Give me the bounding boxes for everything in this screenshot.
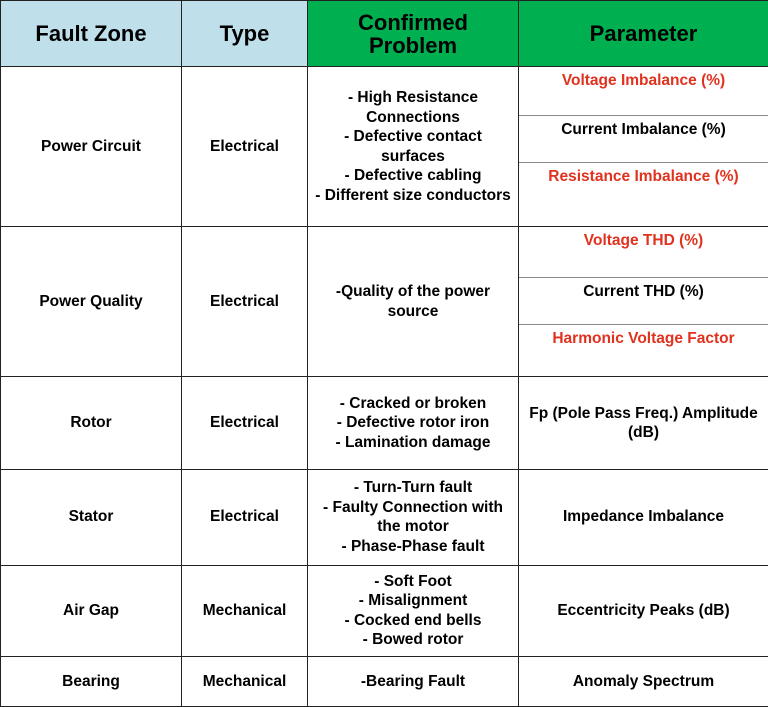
problem-item: - Phase-Phase fault — [341, 537, 485, 555]
problem-item: - Defective contact surfaces — [344, 128, 482, 165]
fault-zone-cell: Power Circuit — [1, 67, 182, 227]
parameter-cell: Voltage THD (%) — [519, 227, 768, 278]
problem-item: - Defective rotor iron — [336, 414, 490, 432]
parameter-cell: Fp (Pole Pass Freq.) Amplitude (dB) — [519, 377, 768, 469]
header-parameter: Parameter — [519, 1, 768, 67]
problem-item: - Defective cabling — [344, 167, 482, 185]
type-cell: Electrical — [182, 227, 308, 377]
problem-item: - Misalignment — [358, 592, 468, 610]
problem-cell — [308, 67, 519, 227]
header-confirmed-problem: Confirmed Problem — [308, 1, 519, 67]
problem-cell: -Bearing Fault — [308, 656, 519, 706]
problem-item: - Cocked end bells — [344, 611, 482, 629]
parameter-cell: Current Imbalance (%) — [519, 116, 768, 163]
parameter-cell: Harmonic Voltage Factor — [519, 325, 768, 377]
parameter-cell: Anomaly Spectrum — [519, 656, 768, 706]
type-cell: Electrical — [182, 377, 308, 469]
fault-zone-cell: Power Quality — [1, 227, 182, 377]
header-row — [1, 1, 768, 67]
type-cell: Electrical — [182, 67, 308, 227]
parameter-cell: Current THD (%) — [519, 278, 768, 325]
problem-item: - Faulty Connection with the motor — [323, 498, 503, 536]
table-row — [1, 227, 768, 278]
table-row — [1, 67, 768, 116]
problem-item: - Bowed rotor — [362, 631, 464, 649]
problem-item: - Lamination damage — [335, 433, 491, 451]
problem-cell — [308, 469, 519, 565]
problem-item: - Different size conductors — [315, 186, 511, 204]
type-cell: Mechanical — [182, 565, 308, 656]
problem-item: - High Resistance Connections — [347, 89, 479, 126]
type-cell: Mechanical — [182, 656, 308, 706]
table-row — [1, 565, 768, 656]
header-fault-zone: Fault Zone — [1, 1, 182, 67]
table-row — [1, 469, 768, 565]
problem-cell: -Quality of the power source — [308, 227, 519, 377]
parameter-cell: Eccentricity Peaks (dB) — [519, 565, 768, 656]
fault-zone-cell: Bearing — [1, 656, 182, 706]
parameter-cell: Resistance Imbalance (%) — [519, 163, 768, 227]
problem-cell — [308, 377, 519, 469]
type-cell: Electrical — [182, 469, 308, 565]
fault-zone-cell: Rotor — [1, 377, 182, 469]
header-type: Type — [182, 1, 308, 67]
parameter-cell: Impedance Imbalance — [519, 469, 768, 565]
table-row — [1, 656, 768, 706]
problem-item: - Cracked or broken — [339, 394, 487, 412]
problem-cell — [308, 565, 519, 656]
problem-item: - Soft Foot — [374, 572, 452, 590]
fault-zone-cell: Air Gap — [1, 565, 182, 656]
parameter-cell: Voltage Imbalance (%) — [519, 67, 768, 116]
fault-zone-cell: Stator — [1, 469, 182, 565]
problem-item: - Turn-Turn fault — [353, 479, 473, 497]
table-row — [1, 377, 768, 469]
